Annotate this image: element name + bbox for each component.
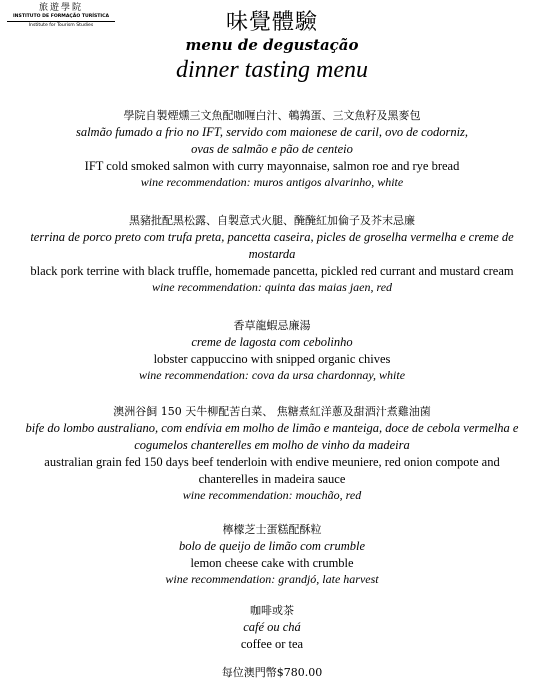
logo-chinese-name: 旅遊學院 [38, 3, 83, 13]
course-name-chinese: 澳洲谷飼 150 天牛柳配苦白菜、 焦糖煮紅洋蔥及甜酒汁煮雞油菌 [113, 405, 431, 418]
course-salmon [0, 107, 544, 190]
wine-recommendation: wine recommendation: cova da ursa chardonnay, white [138, 368, 406, 382]
course-name-portuguese: terrina de porco preto com trufa preta, pancetta caseira, picles de groselha vermelha e creme de [30, 230, 514, 244]
wine-recommendation: wine recommendation: grandjó, late harvest [165, 572, 379, 586]
menu-title-portuguese: menu de degustação [185, 36, 359, 54]
course-name-english: australian grain fed 150 days beef tenderloin with endive meuniere, red onion compote and [44, 455, 500, 469]
course-beef [0, 403, 544, 503]
course-name-chinese: 黑豬批配黑松露、自製意式火腿、醃醃紅加倫子及芥末忌廉 [129, 214, 415, 227]
course-name-english: coffee or tea [240, 637, 304, 651]
course-name-english: lobster cappuccino with snipped organic chives [153, 352, 391, 366]
logo-english-name: Institute for Tourism Studies [28, 23, 94, 28]
wine-recommendation: wine recommendation: muros antigos alvarinho, white [140, 175, 404, 189]
course-name-chinese: 咖啡或茶 [250, 604, 294, 617]
course-pork-terrine [0, 212, 544, 295]
wine-recommendation: wine recommendation: mouchão, red [182, 488, 362, 502]
course-name-portuguese: bolo de queijo de limão com crumble [178, 539, 366, 553]
course-name-portuguese: salmão fumado a frio no IFT, servido com maionese de caril, ovo de codorniz, [75, 125, 469, 139]
wine-recommendation: wine recommendation: quinta das maias jaen, red [151, 280, 393, 294]
menu-title-chinese: 味覺體驗 [225, 10, 318, 35]
course-name-english: lemon cheese cake with crumble [190, 556, 354, 570]
course-name-portuguese-cont: mostarda [248, 247, 296, 261]
course-cheesecake [0, 521, 544, 587]
menu-price: 每位澳門幣$780.00 [221, 666, 323, 679]
course-lobster [0, 317, 544, 383]
logo-portuguese-name: INSTITUTO DE FORMAÇÃO TURÍSTICA [12, 14, 110, 19]
course-name-english-cont: chanterelles in madeira sauce [198, 472, 346, 486]
menu-header [0, 10, 544, 85]
course-name-chinese: 香草龍蝦忌廉湯 [233, 319, 311, 332]
course-name-portuguese: creme de lagosta com cebolinho [191, 335, 353, 349]
course-name-english: IFT cold smoked salmon with curry mayonnaise, salmon roe and rye bread [84, 159, 460, 173]
course-name-chinese: 學院自製煙燻三文魚配咖喱白汁、鵪鶉蛋、三文魚籽及黑麥包 [123, 109, 421, 122]
course-name-portuguese: café ou chá [243, 620, 301, 634]
course-name-portuguese-cont: cogumelos chanterelles em molho de vinho da madeira [134, 438, 410, 452]
course-coffee [0, 602, 544, 653]
course-name-portuguese-cont: ovas de salmão e pão de centeio [191, 142, 353, 156]
course-name-portuguese: bife do lombo australiano, com endívia em molho de limão e manteiga, doce de cebola vermelha e [25, 421, 519, 435]
menu-title-english: dinner tasting menu [176, 57, 368, 83]
course-name-chinese: 檸檬芝士蛋糕配酥粒 [222, 523, 322, 536]
course-name-english: black pork terrine with black truffle, homemade pancetta, pickled red currant and mustard cream [30, 264, 514, 278]
